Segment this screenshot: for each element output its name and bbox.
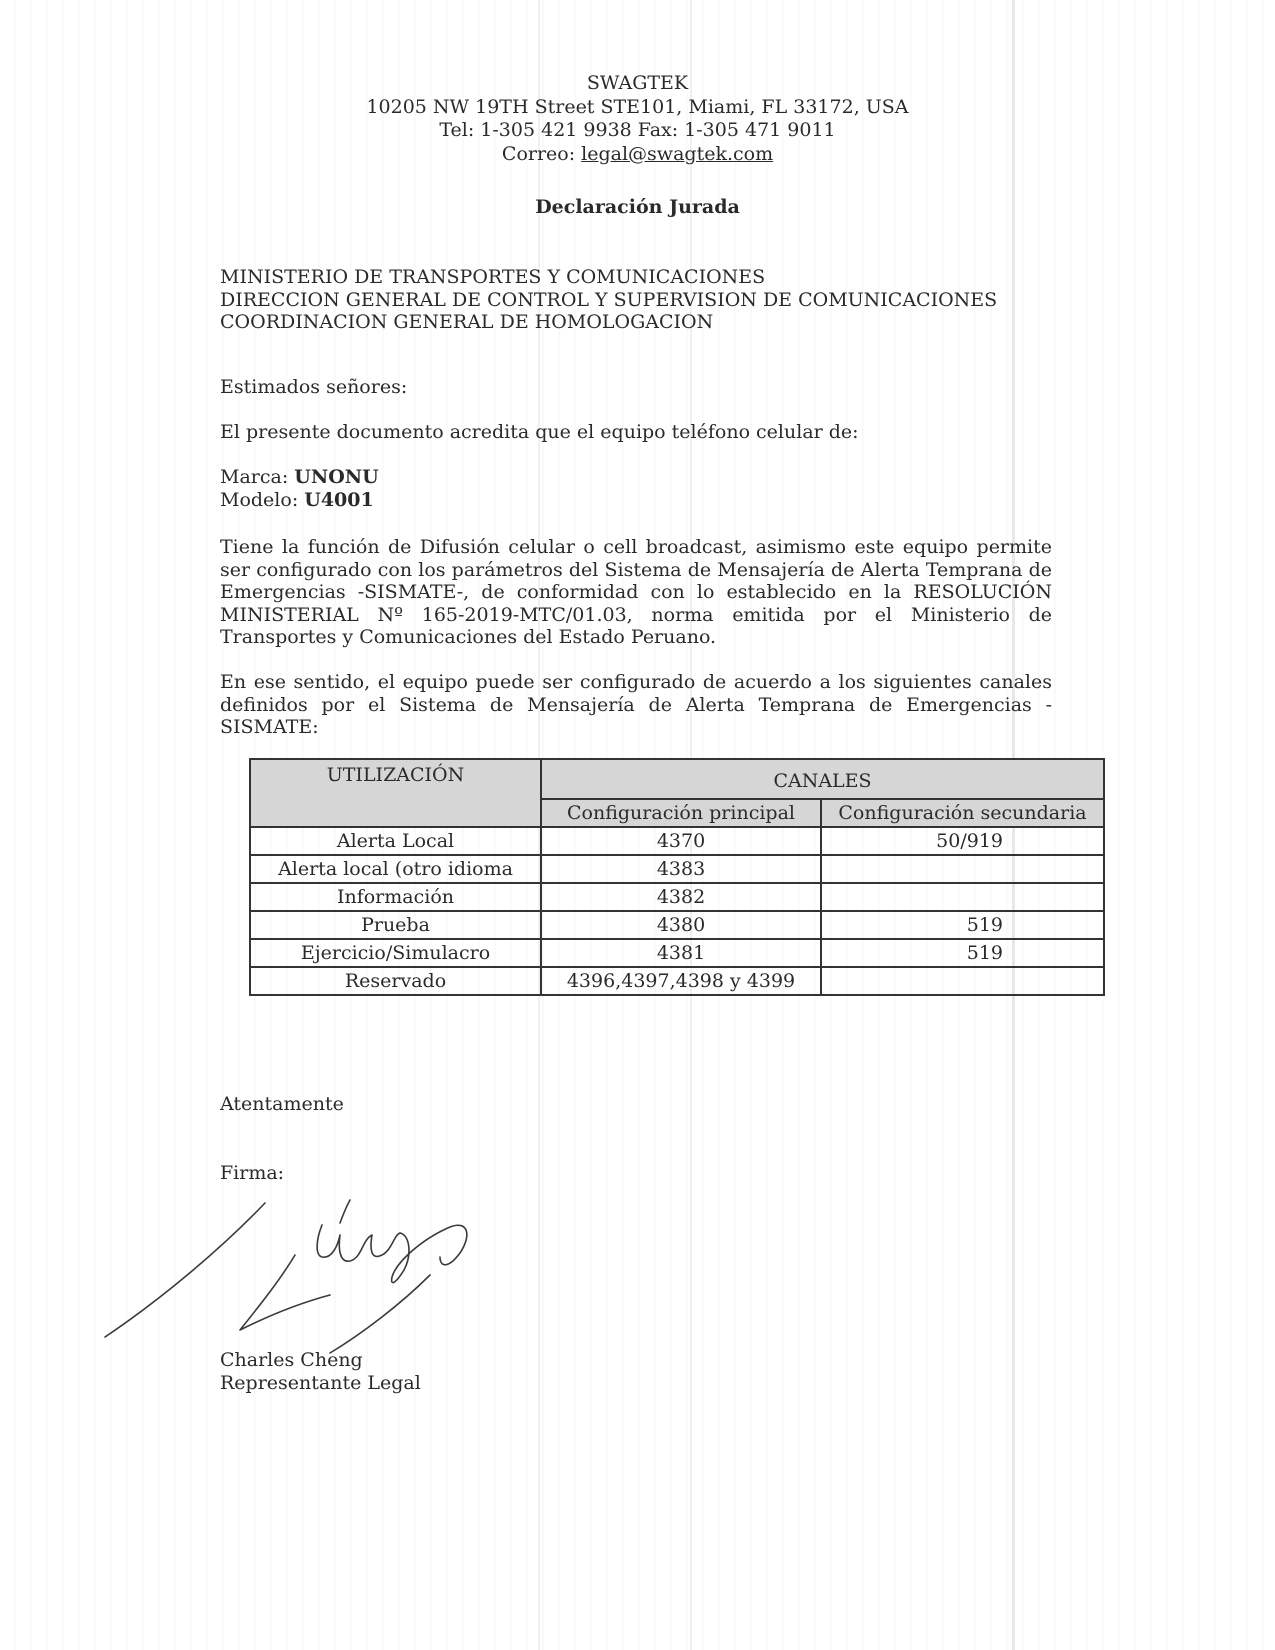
body-paragraph-2: En ese sentido, el equipo puede ser configurado de acuerdo a los siguientes canales definidos por el Sistema de Mensajería de Alerta Temprana de Emergencias -SISMATE: (220, 671, 1052, 738)
col-header-canales: CANALES (541, 759, 1104, 799)
addressee-line: COORDINACION GENERAL DE HOMOLOGACION (220, 311, 714, 333)
table-row (250, 827, 1104, 855)
model-value: U4001 (304, 488, 374, 511)
cell-utilizacion: Reservado (250, 967, 541, 995)
cell-secundaria: 519 (821, 939, 1104, 967)
col-header-secundaria: Configuración secundaria (821, 799, 1104, 827)
col-header-utilizacion: UTILIZACIÓN (250, 759, 541, 827)
cell-utilizacion: Alerta Local (250, 827, 541, 855)
table-row (250, 911, 1104, 939)
cell-principal: 4380 (541, 911, 821, 939)
cell-secundaria: 50/919 (821, 827, 1104, 855)
cell-utilizacion: Prueba (250, 911, 541, 939)
signer-block (220, 1349, 1052, 1395)
body-paragraph-1: Tiene la función de Difusión celular o cell broadcast, asimismo este equipo permite ser configurado con los parámetros del Sistema de Mensajería de Alerta Temprana de Emergencias -SISMATE-, de conformidad con lo establecido en la RESOLUCIÓN MINISTERIAL Nº 165-2019-MTC/01.03, norma emitida por el Ministerio de Transportes y Comunicaciones del Estado Peruano. (220, 536, 1052, 648)
company-email-line (0, 143, 1275, 167)
table-row (250, 855, 1104, 883)
table-row (250, 939, 1104, 967)
brand-line (220, 466, 1052, 489)
col-header-principal: Configuración principal (541, 799, 821, 827)
document-title: Declaración Jurada (535, 196, 740, 218)
email-label: Correo: (501, 142, 582, 165)
channels-table (249, 758, 1105, 996)
cell-utilizacion: Ejercicio/Simulacro (250, 939, 541, 967)
letterhead (0, 72, 1275, 166)
cell-principal: 4383 (541, 855, 821, 883)
cell-utilizacion: Información (250, 883, 541, 911)
cell-secundaria (821, 967, 1104, 995)
brand-value: UNONU (294, 466, 379, 488)
model-line (220, 489, 1052, 512)
cell-secundaria (821, 883, 1104, 911)
signer-role: Representante Legal (220, 1372, 421, 1394)
device-identification (220, 466, 1052, 511)
closing-text: Atentamente (220, 1093, 344, 1115)
table-row (250, 883, 1104, 911)
signature-label: Firma: (220, 1162, 285, 1184)
cell-utilizacion: Alerta local (otro idioma (250, 855, 541, 883)
cell-secundaria (821, 855, 1104, 883)
addressee-block (220, 266, 1052, 334)
company-name: SWAGTEK (586, 72, 689, 94)
addressee-line: DIRECCION GENERAL DE CONTROL Y SUPERVISION DE COMUNICACIONES (220, 288, 998, 311)
cell-principal: 4381 (541, 939, 821, 967)
cell-principal: 4382 (541, 883, 821, 911)
cell-principal: 4370 (541, 827, 821, 855)
cell-principal: 4396,4397,4398 y 4399 (541, 967, 821, 995)
greeting: Estimados señores: (220, 376, 408, 398)
addressee-line: MINISTERIO DE TRANSPORTES Y COMUNICACIONES (220, 266, 766, 288)
email-link[interactable]: legal@swagtek.com (581, 142, 774, 165)
company-phones: Tel: 1-305 421 9938 Fax: 1-305 471 9011 (439, 119, 836, 141)
intro-text: El presente documento acredita que el equipo teléfono celular de: (220, 421, 859, 443)
table-row (250, 967, 1104, 995)
signer-name: Charles Cheng (220, 1349, 363, 1371)
brand-label: Marca: (220, 466, 295, 488)
cell-secundaria: 519 (821, 911, 1104, 939)
company-address: 10205 NW 19TH Street STE101, Miami, FL 33172, USA (366, 95, 909, 118)
handwritten-signature (100, 1195, 550, 1355)
model-label: Modelo: (220, 488, 305, 511)
table-header-row (250, 759, 1104, 799)
